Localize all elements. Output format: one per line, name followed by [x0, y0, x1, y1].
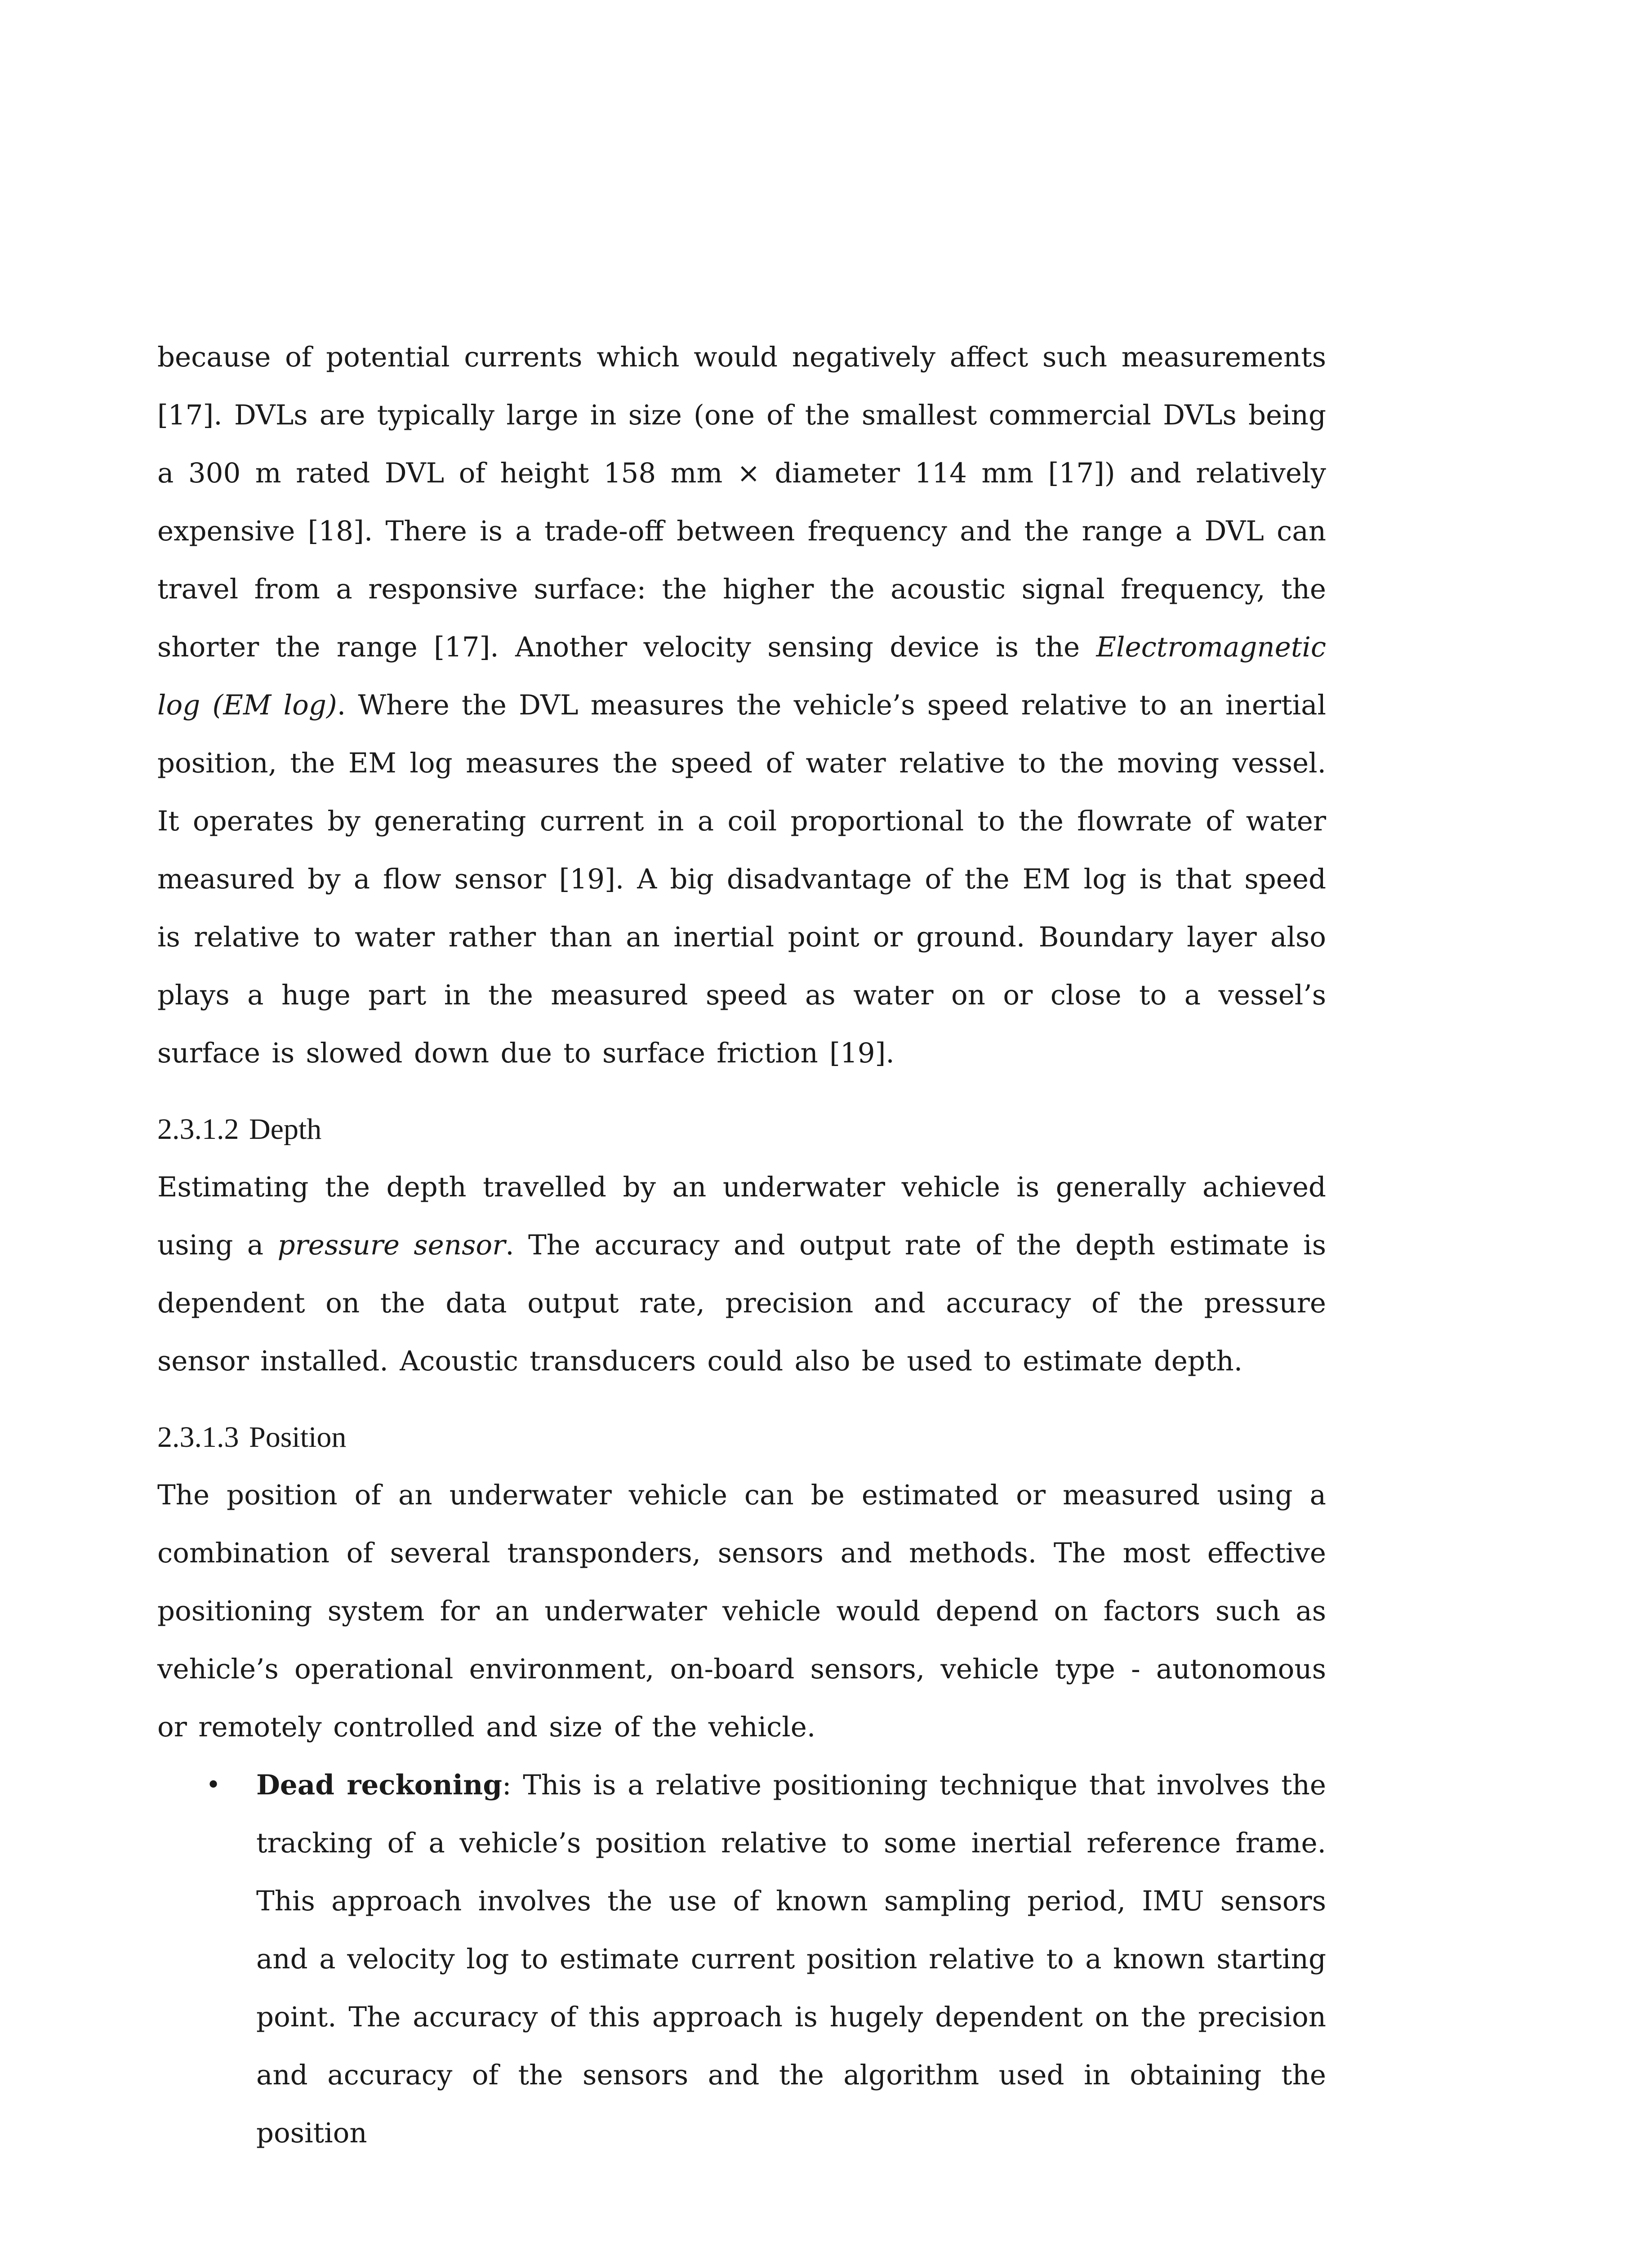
section-heading-depth: 2.3.1.2 Depth: [157, 1113, 322, 1146]
bullet-term: Dead reckoning: [256, 1769, 502, 1801]
em-log-term: Electromagnetic log (EM log): [157, 631, 1326, 721]
depth-paragraph: [157, 1158, 1326, 1390]
page-body: [157, 328, 1326, 2162]
bullet-icon: •: [206, 1771, 221, 1800]
velocity-text-part-2: . Where the DVL measures the vehicle’s speed relative to an inertial position, the EM log measures the speed of water relative to the moving vessel. It operates by generating current in a coil proportional to the flowrate of water measured by a flow sensor [19]. A big disadvantage of the EM log is that speed is relative to water rather than an inertial point or ground. Boundary layer also plays a huge part in the measured speed as water on or close to a vessel’s surface is slowed down due to surface friction [19].: [157, 689, 1326, 1069]
section-heading-position: 2.3.1.3 Position: [157, 1421, 347, 1454]
pressure-sensor-term: pressure sensor: [277, 1229, 506, 1261]
velocity-paragraph: [157, 328, 1326, 1082]
bullet-list: [157, 1756, 1326, 2162]
depth-text-part-2: . The accuracy and output rate of the depth estimate is dependent on the data output rate, precision and accuracy of the pressure sensor installed. Acoustic transducers could also be used to estimate depth.: [157, 1229, 1326, 1377]
bullet-text: : This is a relative positioning technique that involves the tracking of a vehicle’s position relative to some inertial reference frame. This approach involves the use of known sampling period, IMU sensors and a velocity log to estimate current position relative to a known starting point. The accuracy of this approach is hugely dependent on the precision and accuracy of the sensors and the algorithm used in obtaining the position: [256, 1769, 1326, 2149]
list-item: [157, 1756, 1326, 2162]
velocity-text-part-1: because of potential currents which would negatively affect such measurements [17]. DVLs are typically large in size (one of the smallest commercial DVLs being a 300 m rated DVL of height 158 mm × diameter 114 mm [17]) and relatively expensive [18]. There is a trade-off between frequency and the range a DVL can travel from a responsive surface: the higher the acoustic signal frequency, the shorter the range [17]. Another velocity sensing device is the: [157, 341, 1326, 663]
depth-text-part-1: Estimating the depth travelled by an underwater vehicle is generally achieved using a: [157, 1171, 1326, 1261]
position-paragraph: The position of an underwater vehicle can be estimated or measured using a combination of several transponders, sensors and methods. The most effective positioning system for an underwater vehicle would depend on factors such as vehicle’s operational environment, on-board sensors, vehicle type - autonomous or remotely controlled and size of the vehicle.: [157, 1479, 1326, 1743]
